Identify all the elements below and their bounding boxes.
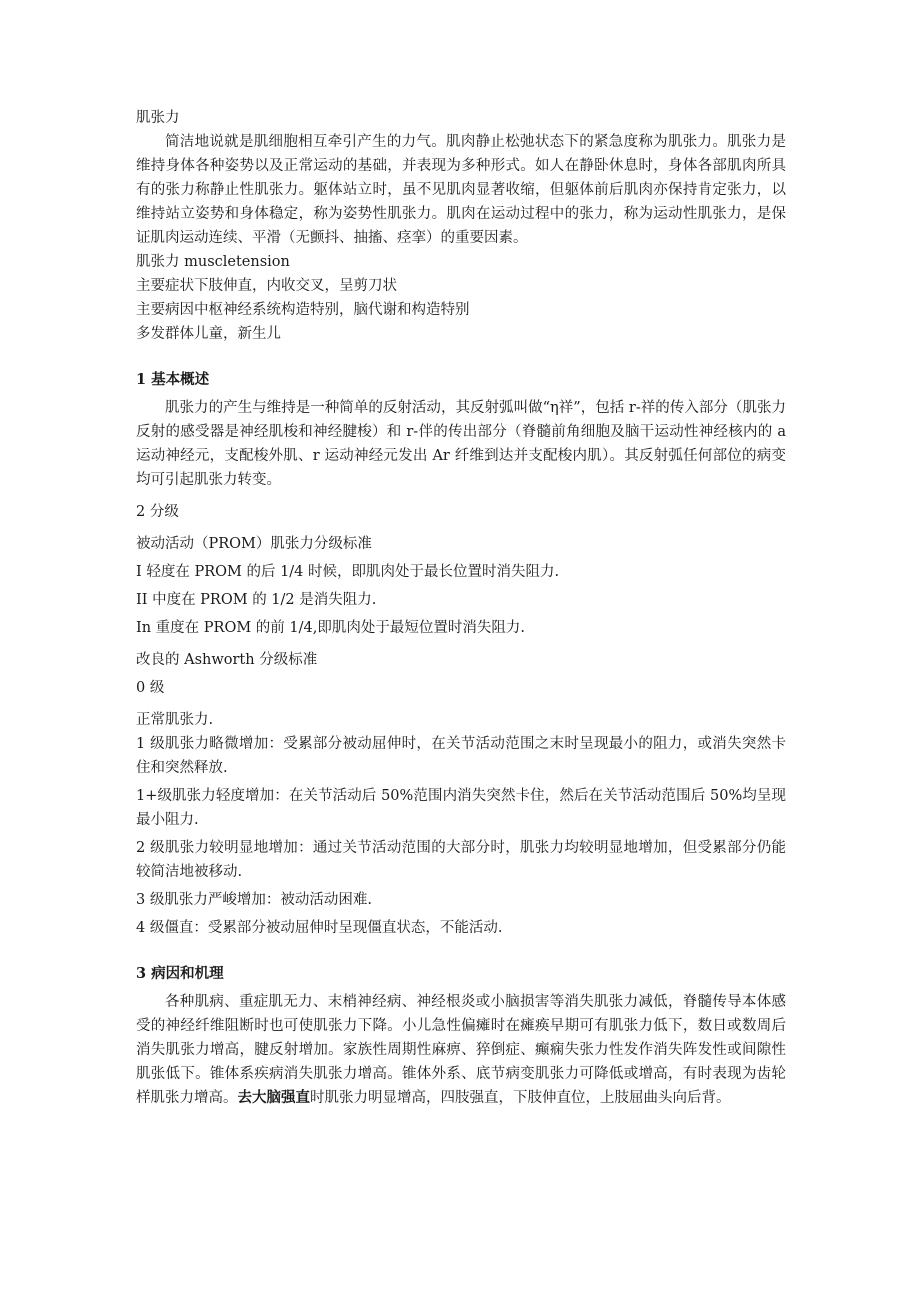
intro-title: 肌张力 — [136, 110, 180, 126]
section3-text-after: 时肌张力明显增高，四肢强直，下肢伸直位，上肢屈曲头向后背。 — [310, 1090, 731, 1106]
intro-paragraph: 简洁地说就是肌细胞相互牵引产生的力气。肌肉静止松弛状态下的紧急度称为肌张力。肌张力是维持身体各种姿势以及正常运动的基础，并表现为多种形式。如人在静卧休息时，身体各部肌肉所具有的张力称静止性肌张力。躯体站立时，虽不见肌肉显著收缩，但躯体前后肌肉亦保持肯定张力，以维持站立姿势和身体稳定，称为姿势性肌张力。肌肉在运动过程中的张力，称为运动性肌张力，是保证肌肉运动连续、平滑（无颤抖、抽搐、痉挛）的重要因素。 — [136, 134, 786, 246]
intro-population: 多发群体儿童，新生儿 — [136, 326, 281, 342]
intro-cause: 主要病因中枢神经系统构造特别，脑代谢和构造特别 — [136, 302, 470, 318]
prom-title: 被动活动（PROM）肌张力分级标准 — [136, 536, 372, 552]
ashworth-level-0-label: 0 级 — [136, 680, 165, 696]
document-page — [136, 106, 786, 1110]
section3-paragraph — [136, 990, 786, 1110]
section3-bold-term: 去大脑强直 — [237, 1089, 310, 1106]
section1-paragraph: 肌张力的产生与维持是一种简单的反射活动，其反射弧叫做“η祥”，包括 r-祥的传入部分（肌张力反射的感受器是神经肌梭和神经腱梭）和 r-伴的传出部分（脊髓前角细胞及脑干运动性神经核内的 a 运动神经元，支配梭外肌、r 运动神经元发出 Ar 纤维到达并支配梭内肌）。其反射弧任何部位的病变均可引起肌张力转变。 — [136, 400, 786, 488]
intro-term: 肌张力 muscletension — [136, 254, 290, 270]
section3-heading: 3 病因和机理 — [136, 965, 224, 982]
section1-heading: 1 基本概述 — [136, 371, 210, 388]
ashworth-level: 1 级肌张力略微增加：受累部分被动屈伸时，在关节活动范围之末时呈现最小的阻力，或消失突然卡住和突然释放. — [136, 736, 786, 776]
ashworth-title: 改良的 Ashworth 分级标准 — [136, 652, 318, 668]
prom-item: II 中度在 PROM 的 1/2 是消失阻力. — [136, 592, 377, 608]
prom-item: In 重度在 PROM 的前 1/4,即肌肉处于最短位置时消失阻力. — [136, 620, 525, 636]
ashworth-level: 3 级肌张力严峻增加：被动活动困难. — [136, 892, 372, 908]
ashworth-level: 4 级僵直：受累部分被动屈伸时呈现僵直状态，不能活动. — [136, 920, 503, 936]
prom-item: I 轻度在 PROM 的后 1/4 时候，即肌肉处于最长位置时消失阻力. — [136, 564, 560, 580]
section2-heading: 2 分级 — [136, 504, 179, 520]
section3-text-before: 各种肌病、重症肌无力、末梢神经病、神经根炎或小脑损害等消失肌张力减低，脊髓传导本体感受的神经纤维阻断时也可使肌张力下降。小儿急性偏瘫时在瘫痪早期可有肌张力低下，数日或数周后消失肌张力增高，腱反射增加。家族性周期性麻痹、猝倒症、癫痫失张力性发作消失阵发性或间隙性肌张低下。锥体系疾病消失肌张力增高。锥体外系、底节病变肌张力可降低或增高，有时表现为齿轮样肌张力增高。 — [136, 994, 786, 1106]
ashworth-level: 2 级肌张力较明显地增加：通过关节活动范围的大部分时，肌张力均较明显地增加，但受累部分仍能较简洁地被移动. — [136, 840, 786, 880]
ashworth-level-0-desc: 正常肌张力. — [136, 712, 214, 728]
intro-symptom: 主要症状下肢伸直，内收交叉，呈剪刀状 — [136, 278, 397, 294]
ashworth-level: 1+级肌张力轻度增加：在关节活动后 50%范围内消失突然卡住，然后在关节活动范围后 50%均呈现最小阻力. — [136, 788, 786, 828]
